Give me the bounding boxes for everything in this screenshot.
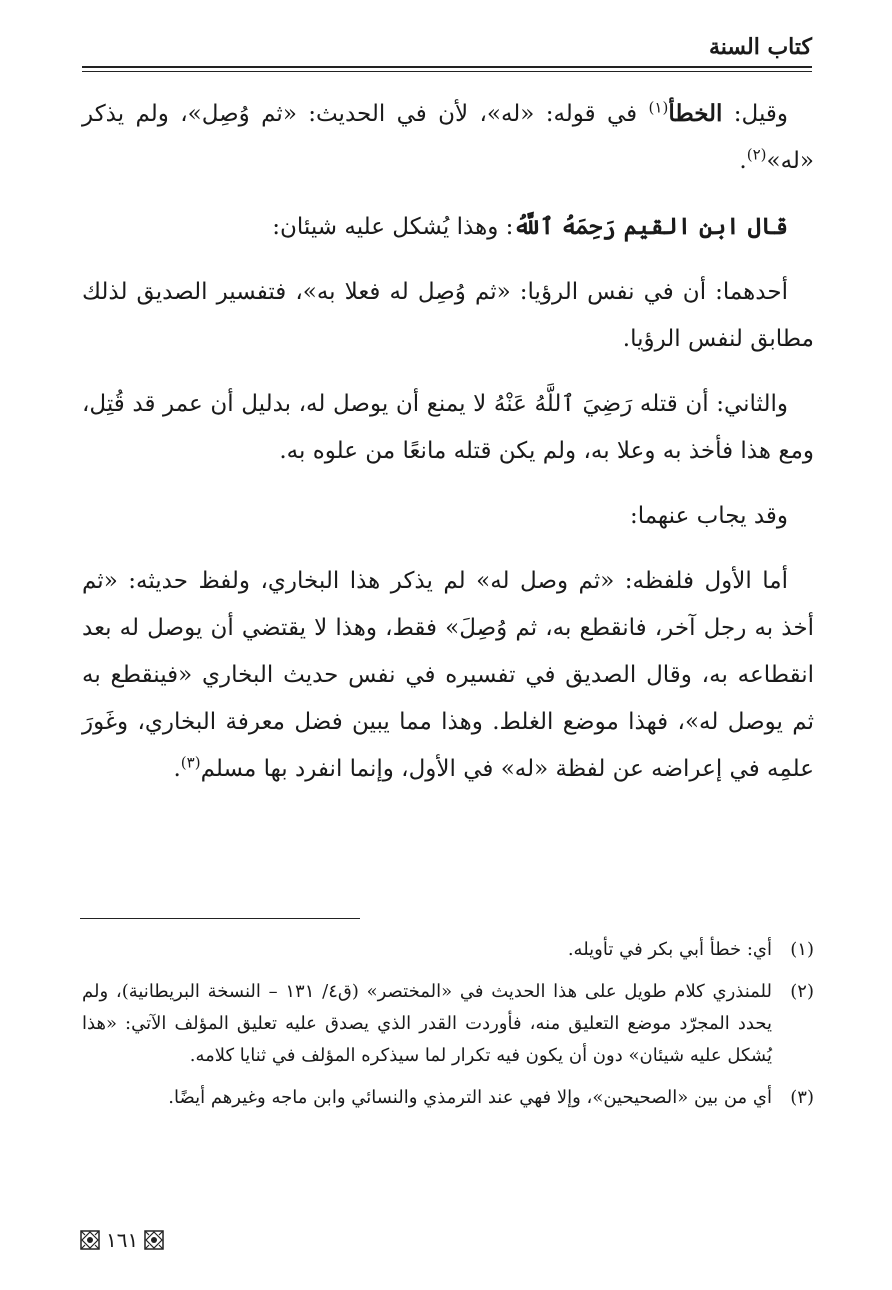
header-rule-thin xyxy=(82,71,812,72)
paragraph-6: أما الأول فلفظه: «ثم وصل له» لم يذكر هذا البخاري، ولفظ حديثه: «ثم أخذ به رجل آخر، فانقطع به، ثم وُصِلَ» فقط، وهذا لا يقتضي أن يوصل له بعد انقطاعه به، وقال الصديق في تفسيره في نفس حديث البخاري «فينقطع به ثم يوصل له»، فهذا موضع الغلط. وهذا مما يبين فضل معرفة البخاري، وغَورَ علمِه في إعراضه عن لفظة «له» في الأول، وإنما انفرد بها مسلم$^{(٣)}$. xyxy=(82,568,814,782)
footnote-number: (٢) xyxy=(790,981,814,1002)
paragraph-5: وقد يجاب عنهما: xyxy=(629,503,788,529)
paragraph-1: وقيل: الخطأ$^{(١)}$ في قوله: «له»، لأن في الحديث: «ثم وُصِل»، ولم يذكر «له»$^{(٢)}$. xyxy=(82,98,814,174)
square-arabesque-icon xyxy=(144,1230,164,1250)
footnote-text: للمنذري كلام طويل على هذا الحديث في «المختصر» (ق٤/ ١٣١ – النسخة البريطانية)، ولم يحدد المجرّد موضع التعليق منه، فأوردت القدر الذي يصدق عليه تعليق المؤلف الآتي: «هذا يُشكل عليه شيئان» دون أن يكون فيه تكرار لما سيذكره المؤلف في ثنايا كلامه. xyxy=(82,981,772,1066)
footnote-ref-2[interactable]: (٢) xyxy=(746,145,767,164)
running-header xyxy=(82,28,812,68)
author-heading: قال ابن القيم رَحِمَهُ ٱللَّهُ xyxy=(513,213,788,240)
paragraph-4: والثاني: أن قتله رَضِيَ ٱللَّهُ عَنْهُ لا يمنع أن يوصل له، بدليل أن عمر قد قُتِل، ومع هذا فأخذ به وعلا به، ولم يكن قتله مانعًا من علوه به. xyxy=(82,391,814,464)
footnote-number: (٣) xyxy=(790,1087,814,1108)
footnote-3 xyxy=(82,1082,814,1114)
footnote-2 xyxy=(82,976,814,1072)
running-header-title: كتاب السنة xyxy=(708,34,812,60)
footnote-separator xyxy=(80,918,360,919)
footnote-text: أي: خطأ أبي بكر في تأويله. xyxy=(567,939,772,960)
footnote-1 xyxy=(82,934,814,966)
footnote-ref-3[interactable]: (٣) xyxy=(180,753,201,772)
header-rule-thick xyxy=(82,66,812,68)
paragraph-3: أحدهما: أن في نفس الرؤيا: «ثم وُصِل له فعلا به»، فتفسير الصديق لذلك مطابق لنفس الرؤيا. xyxy=(82,279,814,352)
page-folio xyxy=(80,1228,164,1252)
page-number: ١٦١ xyxy=(106,1228,139,1252)
bold-term: الخطأ xyxy=(668,100,723,127)
paragraph-2: قال ابن القيم رَحِمَهُ ٱللَّهُ: وهذا يُشكل عليه شيئان: xyxy=(272,213,788,240)
main-text xyxy=(82,90,814,811)
footnote-number: (١) xyxy=(790,939,814,960)
footnotes xyxy=(82,934,814,1124)
square-arabesque-icon xyxy=(80,1230,100,1250)
footnote-ref-1[interactable]: (١) xyxy=(648,98,669,117)
footnote-text: أي من بين «الصحيحين»، وإلا فهي عند الترمذي والنسائي وابن ماجه وغيرهم أيضًا. xyxy=(168,1087,772,1108)
